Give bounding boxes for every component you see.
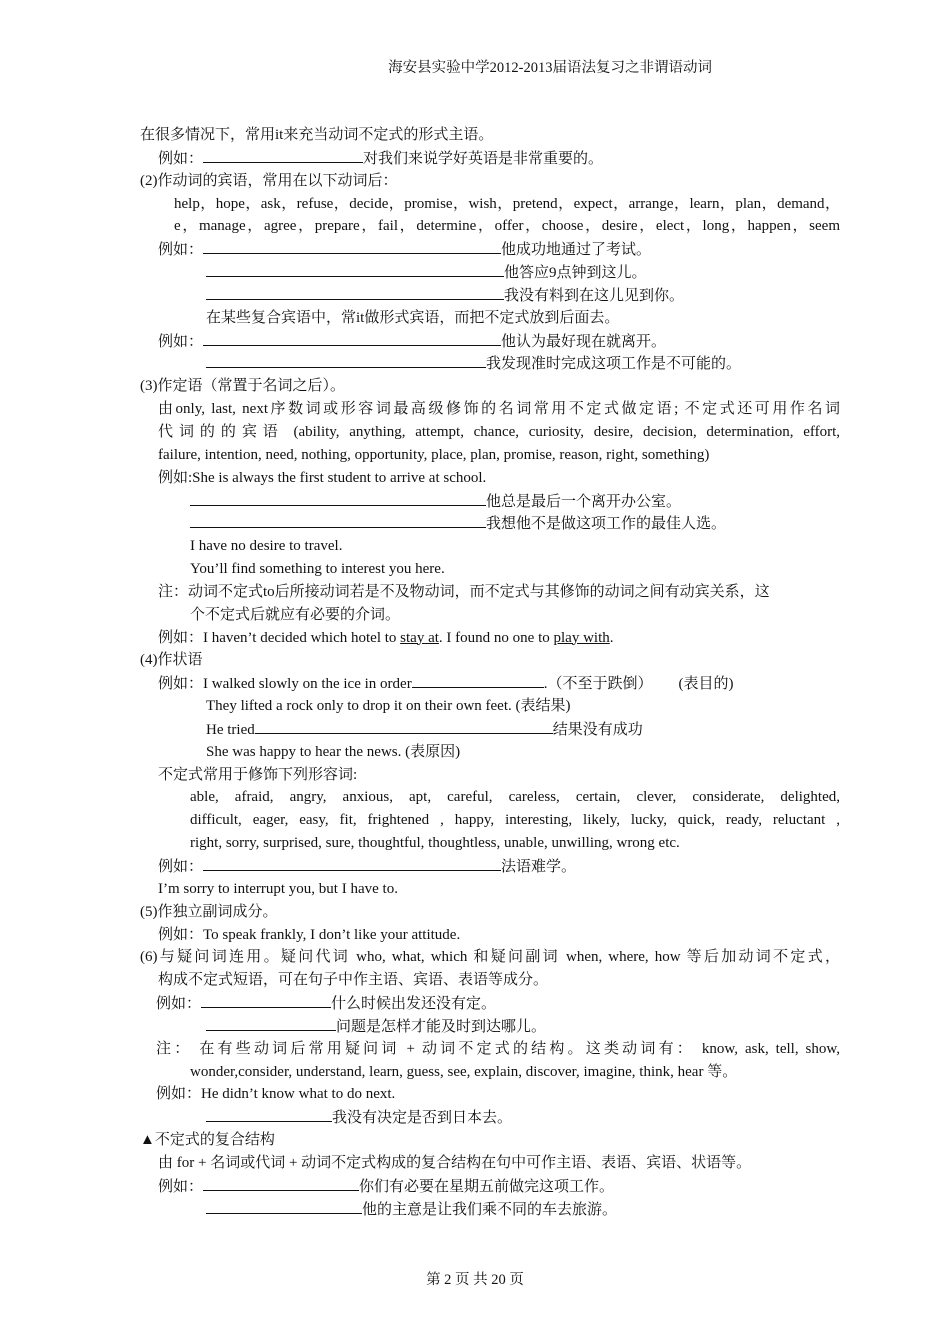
example-label: 例如： [158, 859, 204, 875]
note-line: 注：动词不定式to后所接动词若是不及物动词，而不定式与其修饰的动词之间有动宾关系，这 [158, 583, 770, 600]
text-line: 由 for + 名词或代词 + 动词不定式构成的复合结构在句中可作主语、表语、宾语、状语等。 [158, 1154, 752, 1171]
example-label: 例如： [158, 150, 204, 167]
translation-text: 你们有必要在星期五前做完这项工作。 [359, 1178, 615, 1195]
answer-blank[interactable] [255, 718, 553, 734]
example-line: I’m sorry to interrupt you, but I have to. [158, 880, 398, 897]
example-text: He tried [206, 721, 255, 738]
note-line: wonder,consider, understand, learn, guess, see, explain, discover, imagine, think, hear 等。 [190, 1063, 738, 1080]
answer-blank[interactable] [203, 855, 501, 871]
answer-blank[interactable] [206, 1106, 332, 1122]
answer-blank[interactable] [190, 490, 486, 506]
section-heading: (2)作动词的宾语，常用在以下动词后： [140, 172, 398, 189]
section-heading: (4)作状语 [140, 652, 203, 669]
section-heading: ▲不定式的复合结构 [140, 1132, 275, 1149]
translation-text: 结果没有成功 [552, 721, 643, 738]
note-line: 注： 在有些动词后常用疑问词 + 动词不定式的结构。这类动词有： know, ask, tell, show, [156, 1040, 840, 1057]
translation-text: 他认为最好现在就离开。 [501, 333, 667, 350]
text-line: 由only, last, next序数词或形容词最高级修饰的名词常用不定式做定语; 不定式还可用作名词 [158, 401, 840, 418]
translation-text: 对我们来说学好英语是非常重要的。 [363, 150, 604, 167]
translation-text: 他的主意是让我们乘不同的车去旅游。 [362, 1201, 618, 1218]
section-heading: (3)作定语（常置于名词之后）。 [140, 378, 345, 395]
example-line [140, 1015, 840, 1038]
text-line: 不定式常用于修饰下列形容词: [158, 766, 358, 783]
translation-text: 我发现准时完成这项工作是不可能的。 [486, 356, 742, 373]
example-line [140, 1106, 840, 1129]
answer-blank[interactable] [203, 1175, 359, 1191]
example-text: . I found no one to [438, 629, 554, 646]
answer-blank[interactable] [206, 1015, 336, 1031]
example-line: 例如：He didn’t know what to do next. [156, 1086, 396, 1103]
answer-blank[interactable] [206, 261, 504, 277]
example-text: 例如：I haven’t decided which hotel to [158, 629, 401, 646]
example-line: I have no desire to travel. [190, 538, 343, 555]
example-line [140, 490, 840, 513]
example-text: 例如：I walked slowly on the ice in order [158, 676, 412, 693]
page-footer: 第 2 页 共 20 页 [426, 1272, 524, 1288]
example-line [140, 512, 840, 535]
example-line [140, 627, 840, 650]
translation-text: 我想他不是做这项工作的最佳人选。 [486, 516, 727, 533]
text-line: failure, intention, need, nothing, opportunity, place, plan, promise, reason, right, something) [158, 446, 710, 463]
text-line: 构成不定式短语，可在句子中作主语、宾语、表语等成分。 [158, 972, 549, 989]
example-line [140, 238, 840, 261]
answer-blank[interactable] [206, 352, 486, 368]
example-line: 例如:She is always the first student to arrive at school. [158, 469, 487, 486]
example-line [140, 718, 840, 741]
example-label: 例如： [158, 1178, 204, 1195]
example-line [140, 330, 840, 353]
answer-blank[interactable] [412, 672, 544, 688]
translation-text: 我没有料到在这儿见到你。 [504, 287, 685, 304]
example-label: 例如： [158, 333, 204, 350]
answer-blank[interactable] [203, 147, 363, 163]
example-line: They lifted a rock only to drop it on their own feet. (表结果) [206, 698, 571, 715]
text-line: 代词的的宾语 (ability, anything, attempt, chance, curiosity, desire, decision, determination, effort, [158, 423, 840, 440]
translation-text: .（不至于跌倒） [543, 676, 653, 693]
answer-blank[interactable] [206, 284, 504, 300]
example-line [140, 672, 840, 695]
verb-list-line: e，manage，agree，prepare，fail，determine，offer，choose，desire，elect，long，happen，seem [174, 218, 840, 235]
translation-text: 他答应9点钟到这儿。 [504, 265, 647, 282]
example-line [140, 992, 840, 1015]
text-line: 在某些复合宾语中，常it做形式宾语，而把不定式放到后面去。 [206, 309, 620, 326]
example-line [140, 1175, 840, 1198]
example-label: 例如： [156, 996, 202, 1013]
answer-blank[interactable] [201, 992, 331, 1008]
example-line [140, 1198, 840, 1221]
adjective-list-line: right, sorry, surprised, sure, thoughtful, thoughtless, unable, unwilling, wrong etc. [190, 835, 680, 852]
translation-text: 他成功地通过了考试。 [501, 242, 652, 259]
example-line [140, 352, 840, 375]
example-line [140, 261, 840, 284]
text-line: 在很多情况下，常用it来充当动词不定式的形式主语。 [140, 127, 494, 143]
translation-text: 法语难学。 [501, 859, 577, 875]
example-line [140, 147, 840, 170]
example-label: 例如： [158, 242, 204, 259]
note-line: 个不定式后就应有必要的介词。 [190, 606, 401, 623]
translation-text: 他总是最后一个离开办公室。 [486, 493, 682, 510]
answer-blank[interactable] [206, 1198, 362, 1214]
adjective-list-line: difficult, eager, easy, fit, frightened , happy, interesting, likely, lucky, quick, ready, reluctant , [190, 812, 840, 829]
answer-blank[interactable] [203, 238, 501, 254]
underlined-phrase: play with [553, 629, 610, 646]
example-text: . [609, 629, 614, 646]
usage-tag: (表目的) [678, 676, 734, 693]
verb-list-line: help，hope，ask，refuse，decide，promise，wish，pretend，expect，arrange，learn，plan，demand， [174, 195, 840, 212]
translation-text: 问题是怎样才能及时到达哪儿。 [336, 1018, 547, 1035]
page-header: 海安县实验中学2012-2013届语法复习之非谓语动词 [388, 60, 712, 76]
adjective-list-line: able, afraid, angry, anxious, apt, careful, careless, certain, clever, considerate, delighted, [190, 789, 840, 806]
section-heading: (6)与疑问词连用。疑问代词 who, what, which 和疑问副词 when, where, how 等后加动词不定式， [140, 949, 840, 966]
example-line: You’ll find something to interest you here. [190, 561, 445, 578]
translation-text: 什么时候出发还没有定。 [331, 996, 497, 1013]
underlined-phrase: stay at [400, 629, 439, 646]
document-body [140, 124, 840, 1221]
example-line [140, 855, 840, 878]
example-line: 例如：To speak frankly, I don’t like your attitude. [158, 926, 461, 943]
translation-text: 我没有决定是否到日本去。 [332, 1110, 513, 1127]
example-line [140, 284, 840, 307]
section-heading: (5)作独立副词成分。 [140, 903, 278, 920]
answer-blank[interactable] [190, 512, 486, 528]
example-line: She was happy to hear the news. (表原因) [206, 743, 461, 760]
answer-blank[interactable] [203, 330, 501, 346]
